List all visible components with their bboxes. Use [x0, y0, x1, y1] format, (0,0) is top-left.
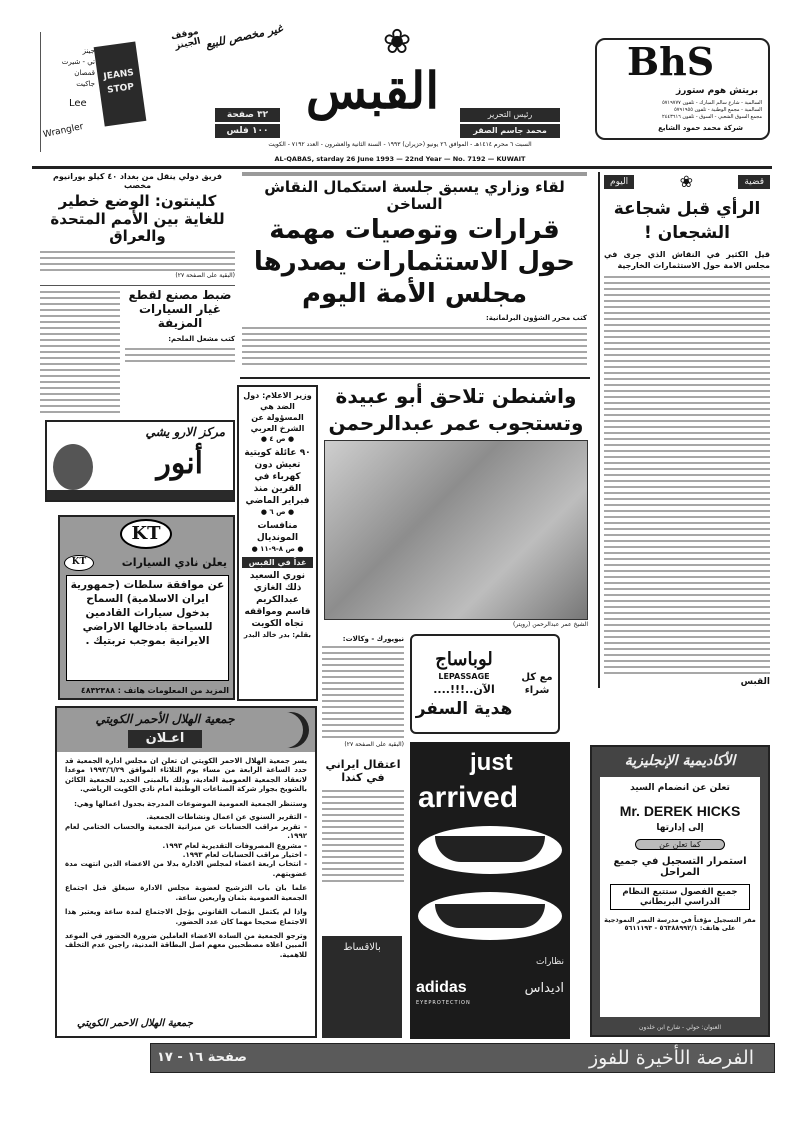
story-kicker: فريق دولي ينقل من بغداد ٤٠ كيلو يورانيوم مخصب	[53, 172, 222, 191]
anwar-title: مركز الارو يشي	[145, 425, 225, 439]
jeans-stop-logo: JEANS STOP	[94, 41, 147, 126]
bhs-line: السالمية - شارع سالم المبارك - تلفون ٥٧١٩٧٧٧	[662, 100, 762, 106]
academy-line: إلى إدارتها	[656, 823, 704, 833]
jeans-ad	[40, 26, 202, 152]
adidas-sub: EYEPROTECTION	[416, 1000, 471, 1006]
left-top-area	[40, 172, 235, 414]
banner-pages: صفحة ١٦ - ١٧	[157, 1050, 247, 1065]
continued-note: (البقية على الصفحة ٢٧)	[175, 272, 235, 280]
photo-caption: الشيخ عمر عبدالرحمن (رويتر)	[513, 621, 588, 628]
bhs-logo: BhS	[627, 39, 715, 84]
kt-club: يعلن نادي السيارات	[121, 556, 227, 569]
rc-paragraph: يسر جمعية الهلال الاحمر الكويتي ان تعلن ان مجلس ادارة الجمعية قد حدد الساعة الرابعة من مساء يوم الثلاثاء الموافق ١٩٩٣/٦/٢٩ موعدا لانعقاد الجمعية العمومية العادية، وذلك بالمبنى الجديد للجمعية الكائن بالشويخ بجوار شركة الصناعات الوطنية امام نادي الكويت الرياضي.	[65, 757, 307, 794]
index-item[interactable]: منافسات المونديال	[256, 521, 299, 543]
editor-name: محمد جاسم الصقر	[460, 124, 560, 138]
washington-story	[324, 383, 588, 629]
academy-footer: العنوان: حولي - شارع ابن خلدون	[638, 1024, 722, 1031]
lepassage-side: مع كل شراء	[521, 672, 553, 696]
editorial-tag: اليوم	[604, 175, 634, 189]
adidas-headline: just	[470, 749, 513, 776]
continued-note: (البقية على الصفحة ٢٧)	[344, 741, 404, 748]
clinton-story	[40, 172, 235, 280]
academy-address: مقر التسجيل مؤقتاً في مدرسة النصر النموذجية	[604, 916, 756, 924]
kt-body: عن موافقة سلطات (جمهورية ايران الاسلامية) السماح بدخول سيارات القادمين للسياحة بادخالها الاراضي الايرانية بموجب تربتيك .	[66, 575, 229, 681]
editorial	[598, 172, 770, 688]
banner-text: الفرصة الأخيرة للفوز	[588, 1047, 754, 1069]
kt-logo: KT	[120, 519, 172, 549]
tomorrow-label: غداً في القبس	[242, 557, 313, 568]
price-box	[215, 108, 280, 138]
bhs-line: مجمع السوق الشعبي - السوق - تلفون ٢٤٤٣٦١٦	[662, 114, 762, 120]
anwar-ad	[45, 420, 235, 502]
editorial-tag: قضية	[738, 175, 770, 189]
newspaper-title: القبس	[305, 61, 440, 120]
adidas-logo: adidas	[416, 979, 467, 996]
academy-ad	[590, 745, 770, 1037]
portrait-image	[53, 444, 93, 490]
academy-register: استمرار التسجيل في جميع المراحل	[613, 856, 747, 878]
page-ref: ● ص ٨-٩-١١ ●	[251, 545, 304, 553]
red-crescent-ad	[55, 706, 317, 1038]
rc-banner: اعـلان	[128, 730, 203, 748]
page-ref: ● ص ٤ ●	[260, 435, 295, 443]
rc-paragraph: علما بان باب الترشيح لعضوية مجلس الادارة سيغلق قبل اجتماع الجمعية العمومية بثمان واربعين ساعة.	[65, 884, 307, 902]
installment-ad	[322, 936, 402, 1038]
editorial-headline: الرأي قبل شجاعة الشجعان !	[613, 199, 761, 243]
adidas-headline: arrived	[418, 781, 519, 814]
bottom-banner	[150, 1043, 775, 1073]
lepassage-title: لوباساج	[435, 648, 493, 670]
pages-count: ٣٢ صفحة	[215, 108, 280, 122]
kt-ad	[58, 515, 235, 700]
bhs-name: بريتش هوم ستورز	[675, 86, 758, 96]
news-photo	[324, 440, 588, 620]
bhs-ad	[595, 38, 770, 140]
academy-announce: تعلن عن انضمام السيد	[630, 783, 730, 793]
lepassage-latin: LEPASSAGE	[438, 671, 490, 681]
kt-logo-small: KT	[64, 555, 94, 571]
adidas-ar: نظارات	[536, 957, 564, 967]
installment-title: بالاقساط	[343, 942, 381, 953]
story-headline: كلينتون: الوضع خطير للغاية بين الأمم المتحدة والعراق	[50, 192, 225, 245]
date-english: AL-QABAS, starday 26 June 1993 — 22nd Year — No. 7192 — KUWAIT	[274, 155, 526, 163]
jeans-item: تي - شيرت	[61, 58, 95, 66]
sunglasses-image	[418, 892, 562, 940]
editorial-lead: قيل الكثير في النقاش الذي جرى في مجلس الامة حول الاستثمارات الخارجية	[604, 250, 770, 270]
emblem-icon: ❀	[679, 172, 693, 191]
brand-lee: Lee	[69, 98, 87, 109]
main-story	[242, 172, 587, 372]
academy-phones: على هاتف: ٥٦٣٨٨٩٩٢/١ - ٥٦١١١٩٣	[624, 924, 736, 932]
academy-title: الأكاديمية الإنجليزية	[624, 753, 736, 769]
main-headline: قرارات وتوصيات مهمة حول الاستثمارات يصدرها مجلس الأمة اليوم	[253, 214, 576, 309]
cars-story	[125, 289, 235, 414]
rc-item: - مشروع المصروفات التقديرية لعام ١٩٩٣.	[162, 841, 307, 850]
editor-box	[460, 108, 560, 138]
anwar-name: أنور	[156, 446, 203, 481]
editorial-signature: القبس	[740, 676, 770, 687]
index-item[interactable]: وزير الاعلام: دول الضد هي المسؤولة عن الشرخ العربي	[243, 391, 312, 433]
rc-paragraph: واذا لم يكتمل النصاب القانوني يؤجل الاجتماع لمدة ساعة ويعتبر هذا الاجتماع صحيحا مهما كان عدد الحضور.	[65, 908, 307, 926]
story-headline: ضبط مصنع لقطع غيار السيارات المزيفة	[128, 288, 232, 330]
adidas-ad	[410, 742, 570, 1039]
not-for-sale-label: غير مخصص للبيع	[204, 22, 284, 51]
jeans-item: جاكيت	[76, 80, 95, 88]
index-box	[237, 385, 318, 701]
academy-person: Mr. DEREK HICKS	[619, 803, 741, 819]
jeans-item: قمصان	[74, 69, 95, 77]
lepassage-now: الآن..!!!....	[433, 682, 495, 696]
brand-wrangler: Wrangler	[42, 121, 85, 141]
newyork-story	[322, 634, 404, 884]
price: ١٠٠ فلس	[215, 124, 280, 138]
rc-paragraph: وستنظر الجمعية العمومية الموضوعات المدرجة بجدول اعمالها وهي:	[74, 799, 307, 808]
rc-item: - تقرير مراقب الحسابات عن ميزانية الجمعية والحساب الختامي لعام ١٩٩٢.	[65, 822, 307, 841]
emblem-icon: ❀	[382, 22, 412, 62]
index-item[interactable]: نوري السعيد ذلك الغازي عبدالكريم قاسم ومواقفه تجاه الكويت	[244, 571, 311, 629]
masthead-rule	[32, 166, 772, 169]
jeans-title: موقف الجينز	[170, 26, 202, 52]
crescent-icon	[273, 712, 309, 748]
adidas-ar: اديداس	[524, 981, 564, 996]
editor-label: رئيس التحرير	[460, 108, 560, 122]
byline: كتب محرر الشؤون البرلمانية:	[486, 313, 587, 322]
iran-headline: اعتقال ايراني في كندا	[325, 758, 401, 784]
story-kicker: لقاء وزاري يسبق جلسة استكمال النقاش الساخن	[264, 178, 565, 214]
bhs-line: السالمية - مجمع الوطنية - تلفون ٥٧٩١٩٥٥	[674, 107, 762, 113]
rc-title: جمعية الهلال الأحمر الكويتي	[95, 712, 235, 726]
sunglasses-image	[418, 826, 562, 874]
jeans-item: جينز	[82, 47, 95, 55]
academy-system: جميع الفصول ستتبع النظام الدراسي البريطاني	[610, 884, 750, 910]
date-arabic: السبت ٦ محرم ١٤١٤هـ - الموافق ٢٦ يونيو (حزيران) ١٩٩٣ - السنة الثانية والعشرون - العدد ٧١٩٢ - الكويت	[268, 141, 532, 148]
byline: بقلم: بدر خالد البدر	[243, 631, 312, 639]
index-item[interactable]: ٩٠ عائلة كويتية تعيش دون كهرباء في القرين منذ فبراير الماضي	[244, 448, 311, 506]
rc-item: - التقرير السنوي عن اعمال ونشاطات الجمعية.	[146, 813, 307, 822]
kt-footer: المزيد من المعلومات هاتف : ٤٨٣٢٣٨٨	[80, 686, 229, 695]
washington-headline: واشنطن تلاحق أبو عبيدة وتستجوب عمر عبدالرحمن	[328, 384, 584, 435]
page-ref: ● ص ٦ ●	[260, 508, 295, 516]
academy-line: كما تعلن عن	[635, 839, 725, 850]
lepassage-ad	[410, 634, 560, 734]
rc-item: - انتخاب اربعة اعضاء لمجلس الادارة بدلا من الاعضاء الذين انتهت مدة عضويتهم.	[65, 860, 307, 878]
dateline: نيويورك - وكالات:	[342, 635, 404, 643]
rc-paragraph: وترجو الجمعية من السادة الاعضاء العاملين ضرورة الحضور في الموعد المبين اعلاه مصطحبين معهم اصل البطاقة المدنية، راجين عدم التخلف للاهمية.	[65, 932, 307, 959]
rc-signature: جمعية الهلال الاحمر الكويتي	[77, 1018, 193, 1029]
rc-item: - اختيار مراقب الحسابات لعام ١٩٩٣.	[182, 850, 307, 859]
lepassage-gift: هدية السفر	[415, 698, 513, 719]
bhs-company: شركة محمد حمود الشايع	[658, 124, 743, 132]
byline: كتب مشعل الملحم:	[168, 334, 235, 343]
